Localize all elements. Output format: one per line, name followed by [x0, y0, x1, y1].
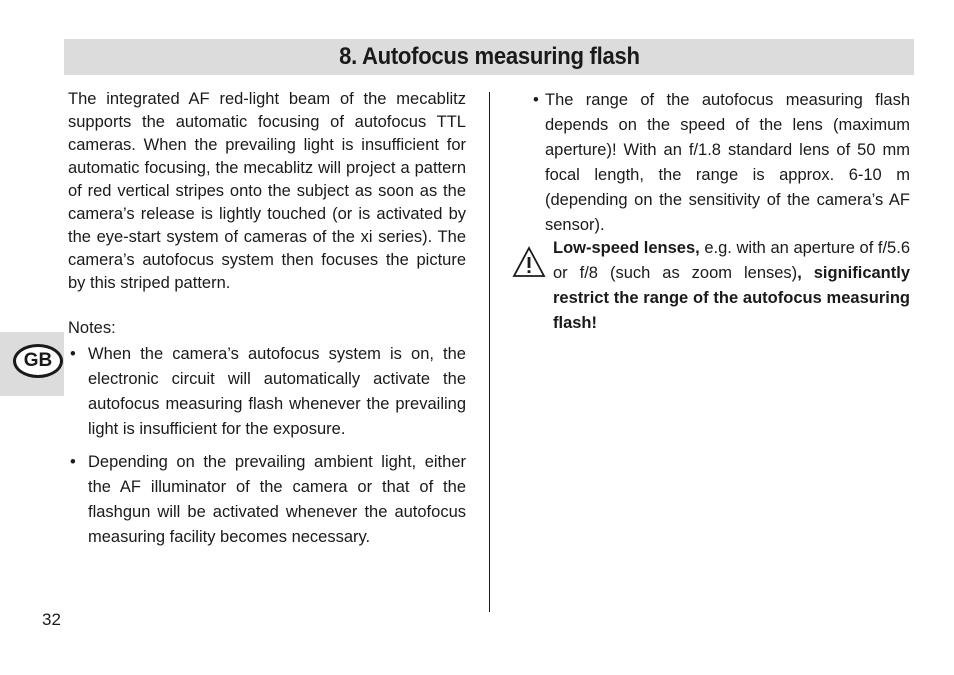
range-note: [533, 88, 910, 238]
right-column: [533, 88, 910, 238]
range-note-text: The range of the autofocus measuring flash depends on the speed of the lens (maximum aperture)! With an f/1.8 standard lens of 50 mm focal length, the range is approx. 6-10 m (depending on the sensitivity of the camera’s AF sensor).: [545, 91, 910, 234]
language-badge: GB: [13, 344, 63, 378]
list-item: [68, 342, 466, 442]
note-text: When the camera’s autofocus system is on, the electronic circuit will automatically activate the autofocus measuring flash whenever the prevailing light is insufficient for the exposure.: [88, 345, 466, 438]
notes-list: [68, 342, 466, 550]
warning-lead: Low-speed lenses,: [553, 239, 700, 257]
title-bar: [64, 39, 914, 75]
page-title: 8. Autofocus measuring flash: [338, 43, 640, 70]
notes-label: Notes:: [68, 319, 116, 337]
note-text: Depending on the prevailing ambient light, either the AF illuminator of the camera or that of the flashgun will be activated whenever the autofocus measuring facility becomes necessary.: [88, 453, 466, 546]
bullet-dot: •: [70, 453, 76, 471]
warning-triangle-icon: [512, 246, 546, 278]
language-tab: [0, 332, 64, 396]
warning-block: [510, 236, 910, 336]
column-divider: [489, 92, 490, 612]
list-item: [68, 450, 466, 550]
warning-text: [553, 236, 910, 336]
page-number: 32: [42, 610, 61, 629]
bullet-dot: •: [70, 345, 76, 363]
warning-middle: e.g. with an aperture of f/5.6 or f/8 (such as zoom lenses): [553, 239, 910, 282]
warning-tail: , significantly restrict the range of the autofocus measuring flash!: [553, 264, 911, 332]
left-column: [68, 88, 466, 558]
bullet-dot: •: [533, 91, 539, 109]
intro-paragraph: The integrated AF red-light beam of the mecablitz supports the automatic focusing of autofocus TTL cameras. When the prevailing light is insufficient for automatic focusing, the mecablitz will project a pattern of red vertical stripes onto the subject as soon as the camera’s release is lightly touched (or is activated by the eye-start system of cameras of the xi series). The camera’s autofocus system then focuses the picture by this striped pattern.: [68, 90, 466, 292]
